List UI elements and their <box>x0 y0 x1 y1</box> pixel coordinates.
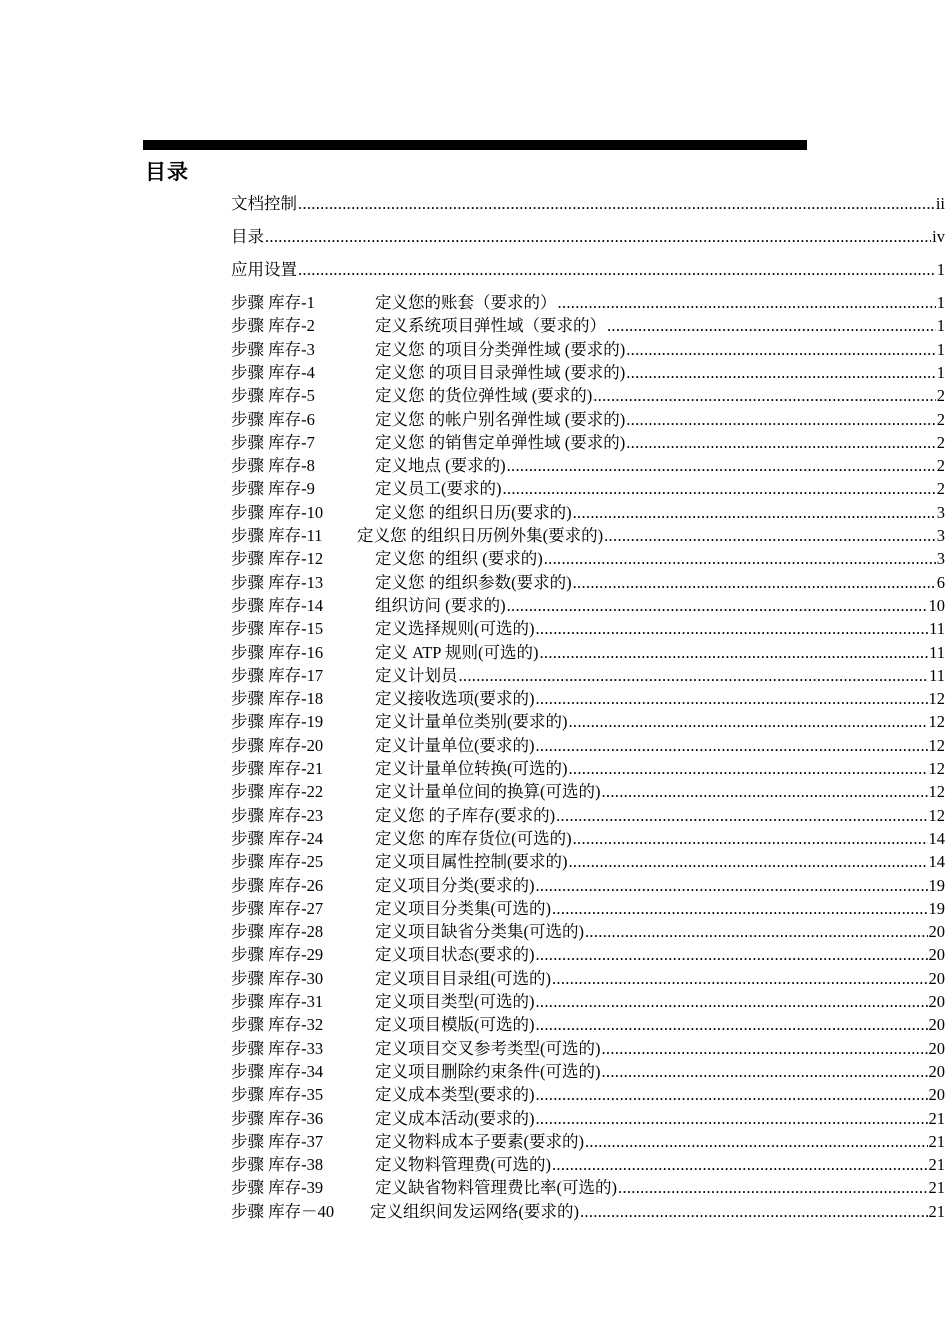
toc-step-title: 定义您 的库存货位(可选的) <box>375 829 572 848</box>
toc-step-number: 步骤 库存-12 <box>231 549 324 568</box>
toc-entry[interactable] <box>231 875 945 897</box>
toc-entry-label <box>231 921 584 943</box>
toc-page-number: 12 <box>928 782 945 801</box>
toc-leader-dots <box>507 455 936 477</box>
toc-entry[interactable] <box>231 292 945 314</box>
toc-entry-label <box>231 665 458 687</box>
toc-step-title: 定义缺省物料管理费比率(可选的) <box>375 1178 617 1197</box>
toc-page-number: 19 <box>928 876 945 895</box>
toc-entry[interactable] <box>231 758 945 780</box>
toc-page-number: 2 <box>936 410 945 429</box>
toc-step-title: 定义项目交叉参考类型(可选的) <box>375 1039 601 1058</box>
toc-page-number: 11 <box>929 666 945 685</box>
toc-leader-dots <box>536 618 929 640</box>
toc-step-title: 定义项目模版(可选的) <box>375 1015 535 1034</box>
toc-leader-dots <box>536 1084 928 1106</box>
toc-page-number: 2 <box>936 456 945 475</box>
toc-step-title: 定义计量单位(要求的) <box>375 736 535 755</box>
toc-leader-dots <box>544 548 936 570</box>
toc-step-title: 定义成本类型(要求的) <box>375 1085 535 1104</box>
toc-entry[interactable] <box>231 226 945 248</box>
toc-page-number: 14 <box>928 829 945 848</box>
toc-entry-label <box>231 1201 579 1223</box>
toc-step-title: 定义项目类型(可选的) <box>375 992 535 1011</box>
toc-page-number: 3 <box>936 549 945 568</box>
toc-leader-dots <box>569 851 928 873</box>
toc-page-number: 12 <box>928 759 945 778</box>
toc-entry[interactable] <box>231 1038 945 1060</box>
toc-leader-dots <box>552 968 928 990</box>
toc-entry[interactable] <box>231 259 945 281</box>
toc-step-title: 定义项目分类(要求的) <box>375 876 535 895</box>
toc-entry-label <box>231 944 535 966</box>
toc-entry-text: 文档控制 <box>231 194 297 213</box>
toc-leader-dots <box>580 1201 928 1223</box>
toc-entry[interactable] <box>231 409 945 431</box>
toc-leader-dots <box>536 688 928 710</box>
toc-entry[interactable] <box>231 595 945 617</box>
toc-leader-dots <box>536 944 928 966</box>
toc-step-title: 定义员工(要求的) <box>375 479 502 498</box>
toc-page-number: 1 <box>936 260 945 279</box>
toc-leader-dots <box>602 1038 928 1060</box>
toc-entry-label <box>231 385 592 407</box>
toc-entry[interactable] <box>231 1131 945 1153</box>
toc-entry-label <box>231 711 568 733</box>
toc-step-number: 步骤 库存-19 <box>231 712 324 731</box>
toc-page-number: 11 <box>929 643 945 662</box>
toc-entry[interactable] <box>231 385 945 407</box>
toc-leader-dots <box>626 339 936 361</box>
toc-step-number: 步骤 库存-35 <box>231 1085 324 1104</box>
toc-page-number: 20 <box>928 1085 945 1104</box>
toc-title: 目录 <box>145 160 189 184</box>
toc-entry-label <box>231 455 506 477</box>
toc-leader-dots <box>556 805 927 827</box>
toc-entry-text: 目录 <box>231 227 264 246</box>
toc-entry-label <box>231 688 535 710</box>
toc-step-number: 步骤 库存-32 <box>231 1015 324 1034</box>
toc-step-number: 步骤 库存-1 <box>231 293 315 312</box>
toc-leader-dots <box>626 362 936 384</box>
toc-entry[interactable] <box>231 851 945 873</box>
toc-entry[interactable] <box>231 1108 945 1130</box>
toc-entry-label <box>231 1108 535 1130</box>
toc-step-title: 定义您的账套（要求的） <box>375 293 557 312</box>
toc-leader-dots <box>536 875 928 897</box>
header-rule <box>143 140 807 150</box>
toc-entry-label <box>231 478 502 500</box>
toc-page-number: 10 <box>928 596 945 615</box>
toc-entry[interactable] <box>231 898 945 920</box>
toc-leader-dots <box>573 502 936 524</box>
toc-step-title: 定义您 的货位弹性域 (要求的) <box>375 386 593 405</box>
toc-entry[interactable] <box>231 688 945 710</box>
toc-page-number: 21 <box>928 1178 945 1197</box>
toc-entry[interactable] <box>231 478 945 500</box>
toc-entry-label <box>231 828 572 850</box>
toc-step-title: 定义接收选项(要求的) <box>375 689 535 708</box>
toc-leader-dots <box>626 409 936 431</box>
toc-step-number: 步骤 库存-6 <box>231 410 315 429</box>
toc-entry-label <box>231 805 555 827</box>
toc-entry[interactable] <box>231 525 945 547</box>
toc-leader-dots <box>585 921 928 943</box>
toc-entry[interactable] <box>231 572 945 594</box>
toc-entry-label <box>231 991 535 1013</box>
toc-step-number: 步骤 库存-2 <box>231 316 315 335</box>
toc-leader-dots <box>536 991 928 1013</box>
toc-entry-label <box>231 315 606 337</box>
toc-page-number: 20 <box>928 945 945 964</box>
toc-step-title: 定义成本活动(要求的) <box>375 1109 535 1128</box>
toc-entry-label <box>231 502 572 524</box>
toc-entry[interactable] <box>231 362 945 384</box>
toc-step-title: 定义项目属性控制(要求的) <box>375 852 568 871</box>
toc-step-number: 步骤 库存-31 <box>231 992 324 1011</box>
toc-entry-label <box>231 226 264 248</box>
toc-page-number: ii <box>935 194 945 213</box>
toc-step-number: 步骤 库存-27 <box>231 899 324 918</box>
toc-entry[interactable] <box>231 665 945 687</box>
toc-page-number: 1 <box>936 340 945 359</box>
toc-step-number: 步骤 库存-9 <box>231 479 315 498</box>
toc-step-title: 定义 ATP 规则(可选的) <box>375 643 539 662</box>
toc-step-title: 定义计量单位类别(要求的) <box>375 712 568 731</box>
toc-entry[interactable] <box>231 193 945 215</box>
toc-step-title: 定义您 的项目分类弹性域 (要求的) <box>375 340 626 359</box>
toc-step-number: 步骤 库存-17 <box>231 666 324 685</box>
toc-entry-label <box>231 1084 535 1106</box>
toc-page-number: iv <box>932 227 945 246</box>
toc-step-title: 定义您 的项目目录弹性域 (要求的) <box>375 363 626 382</box>
toc-entry[interactable] <box>231 1201 945 1223</box>
toc-page-number: 12 <box>928 736 945 755</box>
toc-step-title: 定义计量单位转换(可选的) <box>375 759 568 778</box>
toc-leader-dots <box>552 898 928 920</box>
toc-page-number: 12 <box>928 689 945 708</box>
toc-page-number: 2 <box>936 386 945 405</box>
toc-entry-label <box>231 1038 601 1060</box>
toc-step-title: 定义系统项目弹性域（要求的） <box>375 316 606 335</box>
toc-step-title: 定义项目分类集(可选的) <box>375 899 551 918</box>
toc-entry-label <box>231 572 572 594</box>
toc-entry[interactable] <box>231 968 945 990</box>
toc-entry-label <box>231 618 535 640</box>
toc-step-title: 定义选择规则(可选的) <box>375 619 535 638</box>
toc-entry-label <box>231 595 506 617</box>
toc-page-number: 1 <box>936 363 945 382</box>
toc-leader-dots <box>536 1014 928 1036</box>
toc-step-title: 定义组织间发运网络(要求的) <box>370 1202 579 1221</box>
toc-step-number: 步骤 库存-28 <box>231 922 324 941</box>
toc-entry[interactable] <box>231 711 945 733</box>
toc-entry[interactable] <box>231 781 945 803</box>
toc-leader-dots <box>573 828 928 850</box>
toc-leader-dots <box>552 1154 928 1176</box>
toc-entry[interactable] <box>231 828 945 850</box>
toc-page-number: 12 <box>928 712 945 731</box>
toc-entry-label <box>231 432 625 454</box>
toc-step-title: 定义您 的组织参数(要求的) <box>375 573 572 592</box>
toc-entry-label <box>231 259 297 281</box>
toc-leader-dots <box>569 758 928 780</box>
toc-leader-dots <box>602 781 928 803</box>
toc-step-title: 定义项目目录组(可选的) <box>375 969 551 988</box>
toc-entry-label <box>231 1131 584 1153</box>
toc-leader-dots <box>265 226 931 248</box>
toc-entry-label <box>231 362 625 384</box>
toc-page-number: 2 <box>936 479 945 498</box>
toc-entry-label <box>231 292 557 314</box>
toc-step-title: 定义计量单位间的换算(可选的) <box>375 782 601 801</box>
toc-step-number: 步骤 库存-29 <box>231 945 324 964</box>
toc-page-number: 1 <box>936 293 945 312</box>
toc-step-number: 步骤 库存-30 <box>231 969 324 988</box>
toc-entry-label <box>231 1014 535 1036</box>
toc-step-number: 步骤 库存-16 <box>231 643 324 662</box>
toc-entry-label <box>231 735 535 757</box>
toc-leader-dots <box>593 385 936 407</box>
toc-page-number: 1 <box>936 316 945 335</box>
toc-page-number: 6 <box>936 573 945 592</box>
toc-entry-label <box>231 642 538 664</box>
toc-step-title: 组织访问 (要求的) <box>375 596 506 615</box>
toc-step-number: 步骤 库存-20 <box>231 736 324 755</box>
toc-step-title: 定义您 的子库存(要求的) <box>375 806 556 825</box>
toc-entry-label <box>231 409 625 431</box>
toc-entry[interactable] <box>231 921 945 943</box>
toc-page-number: 11 <box>929 619 945 638</box>
toc-page-number: 21 <box>928 1202 945 1221</box>
toc-step-number: 步骤 库存-15 <box>231 619 324 638</box>
toc-leader-dots <box>602 1061 928 1083</box>
toc-leader-dots <box>585 1131 928 1153</box>
toc-step-title: 定义地点 (要求的) <box>375 456 506 475</box>
toc-step-title: 定义您 的组织日历例外集(要求的) <box>357 526 604 545</box>
toc-page-number: 20 <box>928 922 945 941</box>
toc-step-title: 定义您 的帐户别名弹性域 (要求的) <box>375 410 626 429</box>
toc-step-number: 步骤 库存-34 <box>231 1062 324 1081</box>
toc-step-title: 定义项目状态(要求的) <box>375 945 535 964</box>
toc-page-number: 20 <box>928 992 945 1011</box>
toc-leader-dots <box>507 595 928 617</box>
toc-step-number: 步骤 库存－40 <box>231 1202 335 1221</box>
toc-entry-label <box>231 1061 601 1083</box>
toc-page-number: 3 <box>936 503 945 522</box>
toc-step-number: 步骤 库存-21 <box>231 759 324 778</box>
toc-step-number: 步骤 库存-3 <box>231 340 315 359</box>
toc-step-number: 步骤 库存-18 <box>231 689 324 708</box>
toc-entry[interactable] <box>231 1154 945 1176</box>
toc-leader-dots <box>459 665 929 687</box>
toc-entry[interactable] <box>231 502 945 524</box>
toc-step-title: 定义物料成本子要素(要求的) <box>375 1132 584 1151</box>
toc-entry[interactable] <box>231 735 945 757</box>
toc-entry-label <box>231 898 551 920</box>
toc-page-number: 21 <box>928 1132 945 1151</box>
toc-step-number: 步骤 库存-14 <box>231 596 324 615</box>
toc-page-number: 20 <box>928 1015 945 1034</box>
toc-entry-label <box>231 339 625 361</box>
toc-entry[interactable] <box>231 315 945 337</box>
toc-entry[interactable] <box>231 1177 945 1199</box>
toc-leader-dots <box>298 259 936 281</box>
toc-entry[interactable] <box>231 1014 945 1036</box>
toc-step-number: 步骤 库存-33 <box>231 1039 324 1058</box>
toc-page-number: 20 <box>928 1039 945 1058</box>
toc-page-number: 12 <box>928 806 945 825</box>
toc-step-title: 定义计划员 <box>375 666 458 685</box>
toc-page-number: 2 <box>936 433 945 452</box>
toc-step-title: 定义项目删除约束条件(可选的) <box>375 1062 601 1081</box>
toc-page-number: 19 <box>928 899 945 918</box>
toc-step-number: 步骤 库存-13 <box>231 573 324 592</box>
toc-entry[interactable] <box>231 642 945 664</box>
toc-entry[interactable] <box>231 991 945 1013</box>
toc-leader-dots <box>539 642 928 664</box>
toc-entry-label <box>231 968 551 990</box>
toc-entry[interactable] <box>231 1084 945 1106</box>
toc-step-title: 定义您 的组织日历(要求的) <box>375 503 572 522</box>
toc-entry[interactable] <box>231 432 945 454</box>
toc-step-number: 步骤 库存-36 <box>231 1109 324 1128</box>
toc-entry[interactable] <box>231 1061 945 1083</box>
toc-entry-label <box>231 758 568 780</box>
toc-leader-dots <box>626 432 936 454</box>
toc-step-number: 步骤 库存-23 <box>231 806 324 825</box>
toc-entry-text: 应用设置 <box>231 260 297 279</box>
toc-entry[interactable] <box>231 548 945 570</box>
toc-step-title: 定义项目缺省分类集(可选的) <box>375 922 584 941</box>
toc-entry-label <box>231 1154 551 1176</box>
toc-step-number: 步骤 库存-4 <box>231 363 315 382</box>
toc-leader-dots <box>573 572 936 594</box>
toc-leader-dots <box>298 193 935 215</box>
toc-entry-label <box>231 781 601 803</box>
toc-step-number: 步骤 库存-39 <box>231 1178 324 1197</box>
toc-leader-dots <box>558 292 936 314</box>
toc-leader-dots <box>503 478 936 500</box>
toc-page-number: 21 <box>928 1109 945 1128</box>
toc-leader-dots <box>607 315 936 337</box>
toc-step-title: 定义您 的组织 (要求的) <box>375 549 543 568</box>
toc-entry-label <box>231 193 297 215</box>
toc-step-number: 步骤 库存-5 <box>231 386 315 405</box>
toc-step-number: 步骤 库存-26 <box>231 876 324 895</box>
toc-step-title: 定义物料管理费(可选的) <box>375 1155 551 1174</box>
toc-entry-label <box>231 1177 617 1199</box>
toc-step-number: 步骤 库存-25 <box>231 852 324 871</box>
toc-page-number: 20 <box>928 969 945 988</box>
toc-page-number: 20 <box>928 1062 945 1081</box>
toc-entry[interactable] <box>231 618 945 640</box>
toc-step-number: 步骤 库存-8 <box>231 456 315 475</box>
toc-entry-label <box>231 525 603 547</box>
toc-step-number: 步骤 库存-10 <box>231 503 324 522</box>
toc-entry-label <box>231 548 543 570</box>
toc-leader-dots <box>569 711 928 733</box>
toc-entry-label <box>231 875 535 897</box>
toc-leader-dots <box>604 525 936 547</box>
toc-step-title: 定义您 的销售定单弹性域 (要求的) <box>375 433 626 452</box>
toc-entry[interactable] <box>231 944 945 966</box>
toc-step-number: 步骤 库存-38 <box>231 1155 324 1174</box>
toc-page-number: 14 <box>928 852 945 871</box>
toc-entry[interactable] <box>231 339 945 361</box>
toc-step-number: 步骤 库存-22 <box>231 782 324 801</box>
toc-entry[interactable] <box>231 455 945 477</box>
toc-leader-dots <box>536 735 928 757</box>
toc-leader-dots <box>618 1177 928 1199</box>
toc-entry[interactable] <box>231 805 945 827</box>
toc-leader-dots <box>536 1108 928 1130</box>
toc-page-number: 3 <box>936 526 945 545</box>
toc-step-number: 步骤 库存-37 <box>231 1132 324 1151</box>
toc-entry-label <box>231 851 568 873</box>
toc-step-number: 步骤 库存-24 <box>231 829 324 848</box>
toc-page-number: 21 <box>928 1155 945 1174</box>
toc-step-number: 步骤 库存-7 <box>231 433 315 452</box>
toc-step-number: 步骤 库存-11 <box>231 526 323 545</box>
